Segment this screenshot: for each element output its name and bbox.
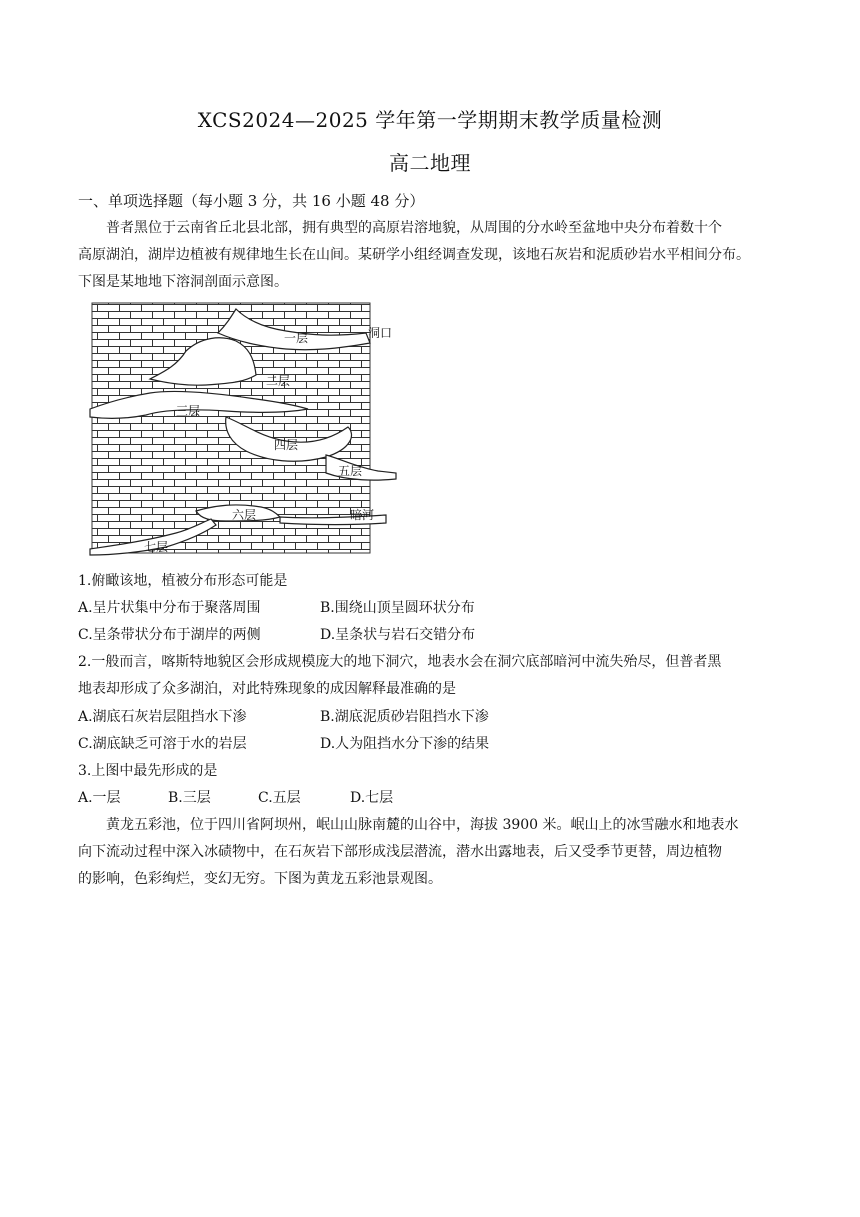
q1-option-b: B.围绕山顶呈圆环状分布 (320, 600, 475, 616)
passage1-line2: 高原湖泊，湖岸边植被有规律地生长在山间。某研学小组经调查发现，该地石灰岩和泥质砂岩水平相间分布。 (78, 247, 750, 263)
q3-stem: 3.上图中最先形成的是 (78, 763, 218, 779)
q2-stem-line1: 2.一般而言，喀斯特地貌区会形成规模庞大的地下洞穴，地表水会在洞穴底部暗河中流失殆尽，但普者黑 (78, 654, 722, 670)
label-layer4: 四层 (274, 438, 299, 452)
q2-option-c: C.湖底缺乏可溶于水的岩层 (78, 736, 247, 752)
label-layer5: 五层 (338, 464, 363, 478)
q2-option-b: B.湖底泥质砂岩阻挡水下渗 (320, 709, 489, 725)
cave-profile-diagram (86, 297, 406, 559)
q1-option-c: C.呈条带状分布于湖岸的两侧 (78, 627, 261, 643)
q1-stem: 1.俯瞰该地，植被分布形态可能是 (78, 573, 288, 589)
q2-option-d: D.人为阻挡水分下渗的结果 (320, 736, 490, 752)
exam-title: XCS2024—2025 学年第一学期期末教学质量检测 (197, 108, 663, 132)
passage2-line2: 向下流动过程中深入冰碛物中，在石灰岩下部形成浅层潜流，潜水出露地表，后又受季节更替，周边植物 (78, 844, 722, 860)
q3-option-d: D.七层 (350, 790, 394, 806)
label-layer1: 一层 (284, 331, 309, 345)
label-entrance: 洞口 (368, 326, 393, 340)
label-layer6: 六层 (232, 508, 257, 522)
passage2-line1: 黄龙五彩池，位于四川省阿坝州，岷山山脉南麓的山谷中，海拔 3900 米。岷山上的冰雪融水和地表水 (106, 817, 739, 833)
q3-option-a: A.一层 (78, 790, 121, 806)
label-layer7: 七层 (144, 540, 169, 554)
passage1-line1: 普者黑位于云南省丘北县北部，拥有典型的高原岩溶地貌，从周围的分水岭至盆地中央分布着数十个 (106, 220, 722, 236)
q1-option-d: D.呈条状与岩石交错分布 (320, 627, 476, 643)
q2-option-a: A.湖底石灰岩层阻挡水下渗 (78, 709, 247, 725)
section-heading: 一、单项选择题（每小题 3 分，共 16 小题 48 分） (78, 192, 425, 210)
label-river: 暗河 (350, 508, 375, 522)
passage1-line3: 下图是某地地下溶洞剖面示意图。 (78, 274, 288, 290)
passage2-line3: 的影响，色彩绚烂，变幻无穷。下图为黄龙五彩池景观图。 (78, 871, 442, 887)
exam-subject: 高二地理 (389, 151, 471, 175)
q2-stem-line2: 地表却形成了众多湖泊，对此特殊现象的成因解释最准确的是 (78, 681, 456, 697)
q1-option-a: A.呈片状集中分布于聚落周围 (78, 600, 261, 616)
label-layer3: 三层 (176, 404, 201, 418)
label-layer2: 二层 (266, 374, 291, 388)
q3-option-c: C.五层 (258, 790, 301, 806)
q3-option-b: B.三层 (168, 790, 211, 806)
